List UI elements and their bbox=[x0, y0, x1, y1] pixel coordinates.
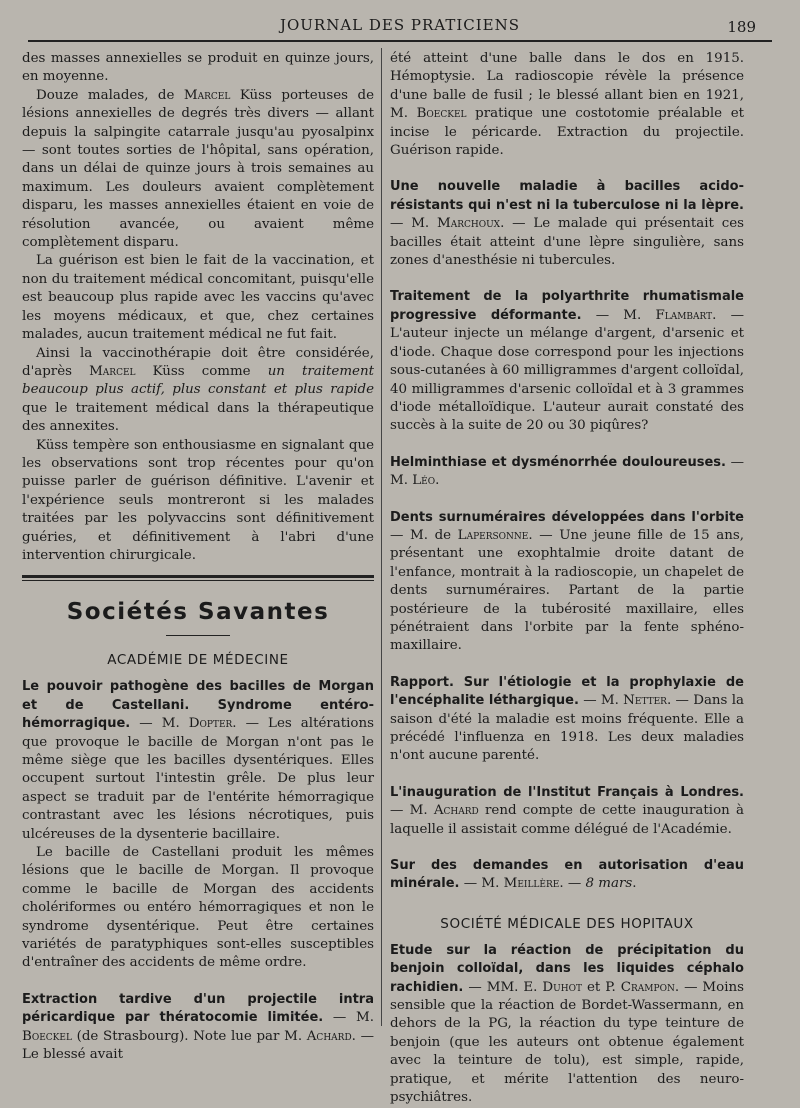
subsection-societe-medicale-hopitaux: SOCIÉTÉ MÉDICALE DES HOPITAUX bbox=[440, 915, 694, 932]
page-number: 189 bbox=[727, 18, 756, 36]
article-projectile-pericardique: Extraction tardive d'un projectile intra péricardique par thératocomie limitée. — M. Boeckel (de Strasbourg). Note lue par M. Achard. — Le blessé avait bbox=[22, 991, 374, 1063]
left-column bbox=[22, 50, 374, 1063]
article-institut-francais: L'inauguration de l'Institut Français à Londres. — M. Achard rend compte de cette inauguration à laquelle il assistait comme délégué de l'Académie. bbox=[390, 784, 745, 837]
article-encephalite-lethargique: Rapport. Sur l'étiologie et la prophylaxie de l'encéphalite léthargique. — M. Netter. — Dans la saison d'été la maladie est moins fréquente. Elle a précédé l'influenza en 1918. Les deux maladies n'ont aucune parenté. bbox=[390, 674, 744, 764]
paragraph-continuation: des masses annexielles se produit en quinze jours, en moyenne. bbox=[22, 51, 374, 85]
column-divider bbox=[381, 48, 382, 1026]
article-dents-surnumeraires: Dents surnuméraires développées dans l'orbite — M. de Lapersonne. — Une jeune fille de 15 ans, présentant une exophtalmie droite datant de l'enfance, montrait à la radioscopie, un chapelet de dents surnuméraires. Partant de la partie postérieure de la tubérosité maxillaire, elles pénétraient dans l'orbite par la fente sphéno-maxillaire. bbox=[390, 509, 745, 654]
article-helminthiase: Helminthiase et dysménorrhée douloureuses. — M. Léo. bbox=[390, 454, 744, 489]
section-double-rule bbox=[22, 575, 374, 581]
subsection-academie-de-medecine: ACADÉMIE DE MÉDECINE bbox=[107, 652, 289, 669]
article-polyarthrite: Traitement de la polyarthrite rhumatismale progressive déformante. — M. Flambart. — L'auteur injecte un mélange d'argent, d'arsenic et d'iode. Chaque dose correspond pour les injections sous-cutanées à 60 milligrammes d'argent colloïdal, 40 milligrammes d'arsenic colloïdal et à 3 grammes d'iode métalloïdique. L'auteur aurait constaté des succès à la suite de 20 ou 30 piqûres? bbox=[390, 289, 745, 434]
running-title: JOURNAL DES PRATICIENS bbox=[279, 16, 521, 34]
article-morgan-castellani: Le pouvoir pathogène des bacilles de Morgan et de Castellani. Syndrome entéro-hémorragique. — M. Dopter. — Les altérations que provoque le bacille de Morgan n'ont pas le même siège que les bacilles dysentériques. Elles occupent surtout l'intestin grêle. De plus leur aspect se traduit par de l'entérite hémorragique contrastant avec les lésions nécrotiques, puis ulcéreuses de la dysenterie bacillaire. bbox=[22, 679, 374, 842]
article-bacilles-acido-resistants: Une nouvelle maladie à bacilles acido-résistants qui n'est ni la tuberculose ni la lèpre. — M. Marchoux. — Le malade qui présentait ces bacilles était atteint d'une lèpre singulière, sans zones d'anesthésie ni tubercules. bbox=[390, 179, 745, 269]
paragraph-kuss-tempere: Küss tempère son enthousiasme en signalant que les observations sont trop récentes pour qu'on puisse parler de guérison définitive. L'avenir et l'expérience seuls montreront si les malades traitées par les polyvaccins sont définitivement guéries, et définitivement à l'abri d'une intervention chirurgicale. bbox=[22, 437, 374, 563]
article-benjoin-colloidal: Etude sur la réaction de précipitation du benjoin colloïdal, dans les liquides céphalo rachidien. — MM. E. Duhot et P. Crampon. — Moins sensible que la réaction de Bordet-Wassermann, en dehors de la PG, la réaction du type teinture de benjoin (que les auteurs ont obtenue également avec la teinture de tolu), est simple, rapide, pratique, et mérite l'attention des neuro-psychiâtres. bbox=[390, 942, 744, 1106]
paragraph-vaccinotherapie: Ainsi la vaccinothérapie doit être considérée, d'après Marcel Küss comme un traitement beaucoup plus actif, plus constant et plus rapide que le traitement médical dans la thérapeutique des annexites. bbox=[22, 345, 374, 435]
header-rule bbox=[28, 40, 772, 42]
short-rule bbox=[166, 635, 230, 636]
article-eau-minerale: Sur des demandes en autorisation d'eau minérale. — M. Meillère. — 8 mars. bbox=[390, 858, 744, 892]
article-projectile-continuation: été atteint d'une balle dans le dos en 1915. Hémoptysie. La radioscopie révèle la présence d'une balle de fusil ; le blessé allant bien en 1921, M. Boeckel pratique une costotomie préalable et incise le péricarde. Extraction du projectile. Guérison rapide. bbox=[390, 51, 744, 159]
paragraph-guerison: La guérison est bien le fait de la vaccination, et non du traitement médical concomitant, puisqu'elle est beaucoup plus rapide avec les vaccins qu'avec les moyens médicaux, et que, chez certaines malades, aucun traitement médical ne fut fait. bbox=[22, 253, 374, 343]
page-header bbox=[28, 10, 772, 44]
right-column bbox=[390, 50, 745, 1106]
article-morgan-castellani-p2: Le bacille de Castellani produit les mêmes lésions que le bacille de Morgan. Il provoque comme le bacille de Morgan des accidents cholériformes ou entéro hémorragiques et non le syndrome dysentérique. Peut être certaines variétés de paratyphiques sont-elles susceptibles d'entraîner des accidents de même ordre. bbox=[22, 845, 374, 971]
paragraph-kuss-cases: Douze malades, de Marcel Küss porteuses de lésions annexielles de degrés très divers — allant depuis la salpingite catarrale jusqu'au pyosalpinx — sont toutes sorties de l'hôpital, sans opération, dans un délai de quinze jours à trois semaines au maximum. Les douleurs avaient complètement disparu, les masses annexielles étaient en voie de résolution avancée, ou avaient même complètement disparu. bbox=[22, 87, 374, 251]
section-title-societes-savantes: Sociétés Savantes bbox=[66, 599, 330, 626]
